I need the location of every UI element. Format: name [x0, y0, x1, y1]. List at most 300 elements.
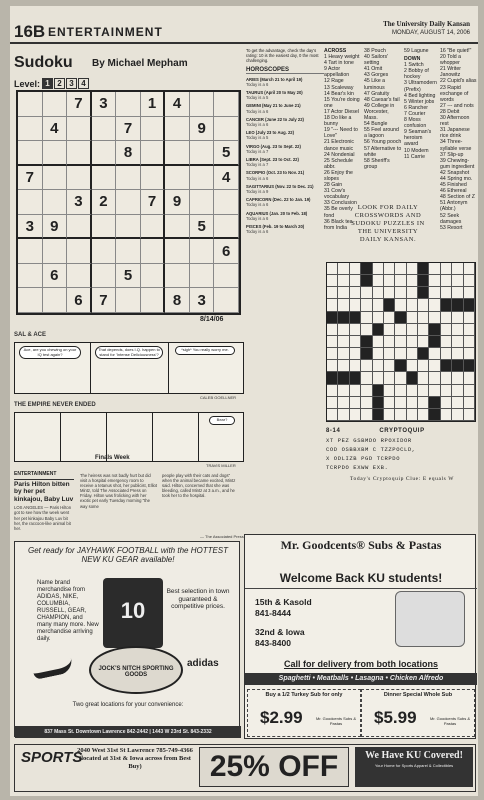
sudoku-cell[interactable]: 8 — [165, 288, 190, 313]
crossword-cell[interactable] — [452, 397, 463, 409]
crossword-cell[interactable] — [384, 312, 395, 324]
crossword-cell[interactable] — [464, 336, 475, 348]
crossword-cell[interactable] — [452, 360, 463, 372]
crossword-cell[interactable] — [441, 336, 452, 348]
crossword-cell[interactable] — [350, 299, 361, 311]
crossword-cell[interactable] — [441, 299, 452, 311]
sudoku-cell[interactable] — [190, 190, 215, 215]
sudoku-cell[interactable] — [141, 141, 166, 166]
sudoku-cell[interactable] — [67, 141, 92, 166]
level-boxes — [42, 78, 89, 89]
crossword-cell[interactable] — [441, 287, 452, 299]
crossword-cell[interactable] — [464, 360, 475, 372]
crossword-cell[interactable] — [418, 397, 429, 409]
crossword-cell[interactable] — [429, 312, 440, 324]
sudoku-cell[interactable] — [214, 264, 239, 289]
sudoku-cell[interactable] — [165, 264, 190, 289]
horoscope-rating: Today is a 7 — [246, 148, 269, 154]
crossword-cell[interactable] — [429, 287, 440, 299]
crossword-cell[interactable] — [361, 336, 372, 348]
crossword-cell[interactable] — [407, 348, 418, 360]
crossword-cell[interactable] — [361, 385, 372, 397]
crossword-cell[interactable] — [338, 360, 349, 372]
sports-store-address: 2040 West 31st St Lawrence 785-749-4366 (located at 31st & Iowa across from Best Buy) — [77, 747, 193, 770]
sudoku-cell[interactable] — [67, 166, 92, 191]
crossword-cell[interactable] — [361, 275, 372, 287]
sudoku-cell[interactable] — [116, 215, 141, 240]
crossword-clue: 58 Sheriff's group — [364, 157, 390, 170]
crossword-cell[interactable] — [407, 397, 418, 409]
sudoku-cell[interactable]: 4 — [43, 117, 68, 142]
crossword-cell[interactable] — [452, 336, 463, 348]
crossword-cell[interactable] — [452, 324, 463, 336]
crossword-cell[interactable] — [350, 312, 361, 324]
crossword-cell[interactable] — [452, 263, 463, 275]
crossword-cell[interactable] — [373, 312, 384, 324]
crossword-cell[interactable] — [338, 287, 349, 299]
sudoku-cell[interactable]: 8 — [116, 141, 141, 166]
crossword-cell[interactable] — [452, 275, 463, 287]
crossword-cell[interactable] — [350, 275, 361, 287]
comic2-credit: TRAVIS MILLER — [206, 463, 236, 468]
crossword-cell[interactable] — [384, 409, 395, 421]
crossword-clue: 24 Nondenial — [324, 151, 355, 158]
crossword-cell[interactable] — [338, 397, 349, 409]
sudoku-cell[interactable]: 6 — [214, 239, 239, 264]
sudoku-cell[interactable] — [214, 92, 239, 117]
crossword-cell[interactable] — [350, 336, 361, 348]
crossword-cell[interactable] — [350, 409, 361, 421]
crossword-cell[interactable] — [384, 348, 395, 360]
crossword-cell[interactable] — [464, 312, 475, 324]
sudoku-cell[interactable]: 7 — [116, 117, 141, 142]
crossword-cell[interactable] — [464, 263, 475, 275]
crossword-cell[interactable] — [373, 287, 384, 299]
crossword-cell[interactable] — [384, 263, 395, 275]
sudoku-cell[interactable] — [18, 264, 43, 289]
cryptoquip — [326, 428, 478, 482]
crossword-cell[interactable] — [361, 299, 372, 311]
sudoku-cell[interactable] — [67, 215, 92, 240]
sudoku-cell[interactable] — [43, 288, 68, 313]
crossword-cell[interactable] — [384, 275, 395, 287]
sudoku-cell[interactable] — [141, 117, 166, 142]
sudoku-cell[interactable]: 3 — [67, 190, 92, 215]
crossword-cell[interactable] — [395, 372, 406, 384]
crossword-cell[interactable] — [429, 397, 440, 409]
crossword-cell[interactable] — [429, 263, 440, 275]
sudoku-cell[interactable] — [18, 239, 43, 264]
comic1-bubble-2: That depends, does I.Q. happen to stand for 'Intense Deliciousness'? — [95, 346, 163, 359]
down-col-1 — [404, 48, 438, 160]
crossword-cell[interactable] — [350, 287, 361, 299]
crossword-cell[interactable] — [452, 299, 463, 311]
crossword-cell[interactable] — [464, 324, 475, 336]
nike-swoosh-icon — [32, 658, 74, 680]
crossword-clue: 18 Do like a bunny — [324, 115, 352, 128]
crossword-cell[interactable] — [361, 360, 372, 372]
crossword-cell[interactable] — [407, 263, 418, 275]
comic2-label: THE EMPIRE NEVER ENDED — [14, 402, 96, 408]
ad-left-headline: Get ready for JAYHAWK FOOTBALL with the HOTTEST NEW KU GEAR available! — [27, 546, 229, 564]
crossword-cell[interactable] — [407, 360, 418, 372]
crossword-cell[interactable] — [429, 299, 440, 311]
crossword-cell[interactable] — [418, 299, 429, 311]
sudoku-cell[interactable] — [43, 92, 68, 117]
crossword-clue: 28 Debit — [440, 108, 460, 115]
sudoku-cell[interactable]: 1 — [141, 92, 166, 117]
crossword-cell[interactable] — [429, 336, 440, 348]
crossword-cell[interactable] — [464, 372, 475, 384]
news-col-1: LOS ANGELES — Paris Hilton got to see how the week went her pet kinkajou Baby Luv bit her, the raccoon-like animal bit her. — [14, 505, 72, 531]
crossword-cell[interactable] — [441, 372, 452, 384]
crossword-cell[interactable] — [338, 348, 349, 360]
crossword-cell[interactable] — [384, 336, 395, 348]
sudoku-cell[interactable]: 4 — [165, 92, 190, 117]
adidas-logo: adidas — [187, 658, 219, 669]
crossword-cell[interactable] — [350, 397, 361, 409]
crossword-clue: 41 Omit — [364, 66, 383, 73]
crossword-cell[interactable] — [418, 360, 429, 372]
sudoku-cell[interactable] — [18, 190, 43, 215]
sudoku-cell[interactable] — [116, 190, 141, 215]
sudoku-cell[interactable] — [92, 264, 117, 289]
crossword-cell[interactable] — [373, 385, 384, 397]
sudoku-cell[interactable] — [190, 92, 215, 117]
crossword-cell[interactable] — [452, 348, 463, 360]
crossword-cell[interactable] — [384, 385, 395, 397]
crossword-cell[interactable] — [418, 275, 429, 287]
sudoku-cell[interactable] — [165, 239, 190, 264]
sudoku-cell[interactable] — [43, 166, 68, 191]
goodcents-phone-1[interactable]: 841-8444 — [255, 608, 291, 618]
comic2-panel-2 — [61, 413, 107, 461]
crossword-cell[interactable] — [338, 275, 349, 287]
sudoku-cell[interactable]: 5 — [190, 215, 215, 240]
horoscope-sign: SCORPIO (Oct. 23 to Nov. 21) — [246, 170, 305, 176]
crossword-cell[interactable] — [373, 275, 384, 287]
sudoku-cell[interactable] — [141, 215, 166, 240]
crossword-cell[interactable] — [407, 324, 418, 336]
crossword-cell[interactable] — [407, 336, 418, 348]
crossword-cell[interactable] — [373, 263, 384, 275]
crossword-cell[interactable] — [361, 372, 372, 384]
crossword-cell[interactable] — [361, 263, 372, 275]
crossword-cell[interactable] — [373, 397, 384, 409]
crossword-cell[interactable] — [418, 336, 429, 348]
crossword-cell[interactable] — [373, 348, 384, 360]
crossword-cell[interactable] — [373, 324, 384, 336]
crossword-cell[interactable] — [327, 299, 338, 311]
sudoku-cell[interactable] — [116, 166, 141, 191]
crossword-cell[interactable] — [464, 348, 475, 360]
crossword-cell[interactable] — [338, 409, 349, 421]
crossword-cell[interactable] — [429, 324, 440, 336]
coupon-turkey-sub[interactable] — [247, 689, 361, 737]
crossword-cell[interactable] — [395, 348, 406, 360]
sudoku-cell[interactable] — [214, 190, 239, 215]
crossword-cell[interactable] — [407, 275, 418, 287]
crossword-cell[interactable] — [407, 385, 418, 397]
sudoku-cell[interactable]: 3 — [92, 92, 117, 117]
crossword-cell[interactable] — [338, 299, 349, 311]
ad-jocks-nitch[interactable] — [14, 541, 240, 737]
crossword-cell[interactable] — [418, 372, 429, 384]
crossword-cell[interactable] — [395, 263, 406, 275]
crossword-cell[interactable] — [441, 360, 452, 372]
crossword-cell[interactable] — [373, 372, 384, 384]
crossword-clue: 6 Rancher — [404, 104, 428, 111]
sudoku-cell[interactable]: 9 — [43, 215, 68, 240]
crossword-cell[interactable] — [327, 275, 338, 287]
crossword-cell[interactable] — [452, 409, 463, 421]
crossword-cell[interactable] — [327, 263, 338, 275]
crossword-cell[interactable] — [429, 372, 440, 384]
crossword-cell[interactable] — [407, 312, 418, 324]
crossword-cell[interactable] — [429, 348, 440, 360]
sudoku-cell[interactable] — [67, 117, 92, 142]
crossword-cell[interactable] — [327, 287, 338, 299]
horoscope-rating: Today is a 6 — [246, 108, 269, 114]
crossword-clue: 12 Rage — [324, 78, 344, 85]
crossword-cell[interactable] — [327, 348, 338, 360]
crossword-cell[interactable] — [407, 372, 418, 384]
crossword-cell[interactable] — [452, 287, 463, 299]
sudoku-cell[interactable] — [141, 166, 166, 191]
crossword-cell[interactable] — [384, 287, 395, 299]
sudoku-cell[interactable] — [190, 166, 215, 191]
crossword-cell[interactable] — [350, 360, 361, 372]
crossword-cell[interactable] — [373, 299, 384, 311]
crossword-cell[interactable] — [327, 372, 338, 384]
crossword-cell[interactable] — [395, 409, 406, 421]
crossword-cell[interactable] — [373, 360, 384, 372]
crossword-cell[interactable] — [464, 275, 475, 287]
sudoku-cell[interactable] — [92, 166, 117, 191]
sudoku-cell[interactable]: 7 — [67, 92, 92, 117]
sudoku-cell[interactable] — [116, 288, 141, 313]
crossword-cell[interactable] — [452, 312, 463, 324]
crossword-cell[interactable] — [441, 324, 452, 336]
horoscope-rating: Today is a 6 — [246, 202, 269, 208]
crossword-cell[interactable] — [407, 299, 418, 311]
level-box-4: 4 — [78, 78, 89, 89]
sudoku-cell[interactable] — [18, 141, 43, 166]
ad-mr-goodcents[interactable] — [244, 534, 476, 739]
sudoku-cell[interactable] — [116, 239, 141, 264]
coupon-dinner-special[interactable] — [361, 689, 475, 737]
sudoku-cell[interactable] — [214, 117, 239, 142]
crossword-cell[interactable] — [338, 336, 349, 348]
crossword-cell[interactable] — [327, 397, 338, 409]
crossword-cell[interactable] — [418, 348, 429, 360]
crossword-cell[interactable] — [327, 312, 338, 324]
sudoku-cell[interactable]: 7 — [18, 166, 43, 191]
crossword-cell[interactable] — [361, 312, 372, 324]
crossword-cell[interactable] — [350, 324, 361, 336]
crossword-cell[interactable] — [361, 287, 372, 299]
crossword-cell[interactable] — [418, 312, 429, 324]
coupon2-brand: Mr. Goodcents Subs & Pastas — [429, 716, 471, 726]
crossword-cell[interactable] — [429, 275, 440, 287]
sudoku-cell[interactable]: 5 — [214, 141, 239, 166]
sudoku-cell[interactable] — [190, 264, 215, 289]
sudoku-cell[interactable] — [190, 239, 215, 264]
sudoku-grid[interactable] — [16, 90, 241, 315]
crossword-cell[interactable] — [395, 336, 406, 348]
crossword-clue: 23 Rapid exchange of words — [440, 84, 469, 103]
crossword-cell[interactable] — [327, 385, 338, 397]
horoscope-sign: PISCES (Feb. 19 to March 20) — [246, 224, 305, 230]
sudoku-cell[interactable] — [165, 141, 190, 166]
crossword-cell[interactable] — [338, 312, 349, 324]
sudoku-cell[interactable] — [165, 117, 190, 142]
crossword-cell[interactable] — [384, 324, 395, 336]
crossword-cell[interactable] — [327, 336, 338, 348]
crossword-cell[interactable] — [338, 263, 349, 275]
sudoku-cell[interactable]: 9 — [165, 190, 190, 215]
goodcents-phone-2[interactable]: 843-8400 — [255, 638, 291, 648]
crossword-clue: 52 Seek damages — [440, 212, 462, 225]
sudoku-cell[interactable]: 5 — [116, 264, 141, 289]
sudoku-cell[interactable] — [67, 264, 92, 289]
cryptoquip-lines — [326, 436, 478, 472]
crossword-cell[interactable] — [441, 275, 452, 287]
crossword-cell[interactable] — [395, 360, 406, 372]
down-list-2 — [440, 48, 478, 231]
sudoku-cell[interactable]: 4 — [214, 166, 239, 191]
sudoku-cell[interactable] — [92, 141, 117, 166]
across-list-2 — [364, 48, 402, 170]
sudoku-cell[interactable] — [43, 239, 68, 264]
sudoku-cell[interactable] — [43, 141, 68, 166]
crossword-cell[interactable] — [338, 372, 349, 384]
crossword-cell[interactable] — [384, 397, 395, 409]
crossword-cell[interactable] — [418, 385, 429, 397]
crossword-grid[interactable] — [326, 262, 476, 422]
crossword-cell[interactable] — [395, 275, 406, 287]
crossword-cell[interactable] — [395, 385, 406, 397]
crossword-cell[interactable] — [361, 324, 372, 336]
sudoku-cell[interactable] — [165, 215, 190, 240]
sports-headline: We Have KU Covered! — [365, 750, 463, 761]
crossword-cell[interactable] — [441, 409, 452, 421]
crossword-cell[interactable] — [384, 360, 395, 372]
crossword-cell[interactable] — [327, 409, 338, 421]
sudoku-cell[interactable] — [18, 92, 43, 117]
crossword-cell[interactable] — [418, 263, 429, 275]
crossword-cell[interactable] — [464, 385, 475, 397]
jocks-nitch-seal: JOCK'S NITCH SPORTING GOODS — [89, 646, 183, 694]
sudoku-cell[interactable] — [92, 117, 117, 142]
crossword-cell[interactable] — [350, 372, 361, 384]
crossword-cell[interactable] — [407, 287, 418, 299]
crossword-cell[interactable] — [395, 397, 406, 409]
crossword-cell[interactable] — [361, 397, 372, 409]
crossword-cell[interactable] — [441, 348, 452, 360]
sudoku-cell[interactable]: 7 — [141, 190, 166, 215]
crossword-cell[interactable] — [464, 409, 475, 421]
sudoku-cell[interactable] — [141, 239, 166, 264]
sudoku-cell[interactable] — [190, 141, 215, 166]
sudoku-cell[interactable]: 7 — [92, 288, 117, 313]
crossword-cell[interactable] — [395, 324, 406, 336]
sudoku-cell[interactable] — [165, 166, 190, 191]
sudoku-cell[interactable] — [116, 92, 141, 117]
crossword-cell[interactable] — [418, 324, 429, 336]
crossword-cell[interactable] — [464, 397, 475, 409]
sudoku-cell[interactable] — [92, 239, 117, 264]
crossword-cell[interactable] — [350, 385, 361, 397]
sudoku-cell[interactable] — [141, 264, 166, 289]
sudoku-cell[interactable]: 9 — [190, 117, 215, 142]
crossword-cell[interactable] — [407, 409, 418, 421]
crossword-cell[interactable] — [373, 336, 384, 348]
sudoku-cell[interactable] — [67, 239, 92, 264]
crossword-cell[interactable] — [338, 385, 349, 397]
sudoku-cell[interactable] — [92, 215, 117, 240]
crossword-cell[interactable] — [384, 372, 395, 384]
sudoku-cell[interactable] — [214, 288, 239, 313]
sudoku-cell[interactable]: 6 — [67, 288, 92, 313]
horoscope-sign: LEO (July 23 to Aug. 22) — [246, 130, 295, 136]
sudoku-cell[interactable] — [141, 288, 166, 313]
sudoku-cell[interactable]: 6 — [43, 264, 68, 289]
sudoku-cell[interactable] — [18, 288, 43, 313]
crossword-cell[interactable] — [338, 324, 349, 336]
cryptoquip-line: XT PEZ GSBMDO RPOXIDOR — [326, 437, 412, 444]
crossword-cell[interactable] — [350, 263, 361, 275]
crossword-cell[interactable] — [418, 409, 429, 421]
comic1-credit: CALEB GOELLNER — [200, 395, 237, 400]
crossword-cell[interactable] — [441, 385, 452, 397]
crossword-cell[interactable] — [441, 312, 452, 324]
crossword-cell[interactable] — [327, 360, 338, 372]
crossword-cell[interactable] — [327, 324, 338, 336]
sudoku-cell[interactable] — [18, 117, 43, 142]
crossword-cell[interactable] — [373, 409, 384, 421]
crossword-cell[interactable] — [464, 299, 475, 311]
sudoku-cell[interactable] — [43, 190, 68, 215]
crossword-cell[interactable] — [441, 397, 452, 409]
crossword-cell[interactable] — [350, 348, 361, 360]
crossword-clue: 28 Gain — [324, 182, 343, 189]
sudoku-cell[interactable]: 3 — [18, 215, 43, 240]
comic1-panel-1 — [15, 343, 91, 393]
crossword-clue: 8 Moss confusion — [404, 117, 427, 130]
crossword-cell[interactable] — [452, 372, 463, 384]
sudoku-cell[interactable] — [214, 215, 239, 240]
crossword-cell[interactable] — [418, 287, 429, 299]
crossword-cell[interactable] — [361, 409, 372, 421]
crossword-cell[interactable] — [395, 287, 406, 299]
crossword-cell[interactable] — [464, 287, 475, 299]
crossword-cell[interactable] — [384, 299, 395, 311]
ad-sports-store[interactable] — [14, 744, 476, 792]
crossword-cell[interactable] — [429, 385, 440, 397]
crossword-cell[interactable] — [361, 348, 372, 360]
comic1-bubble-3: *sigh* You really worry me. — [175, 346, 235, 355]
crossword-cell[interactable] — [452, 385, 463, 397]
crossword-cell[interactable] — [441, 263, 452, 275]
sudoku-cell[interactable]: 3 — [190, 288, 215, 313]
crossword-cell[interactable] — [395, 312, 406, 324]
crossword-cell[interactable] — [429, 409, 440, 421]
sudoku-cell[interactable]: 2 — [92, 190, 117, 215]
sudoku-date: 8/14/06 — [200, 316, 224, 323]
crossword-cell[interactable] — [429, 360, 440, 372]
crossword-cell[interactable] — [395, 299, 406, 311]
